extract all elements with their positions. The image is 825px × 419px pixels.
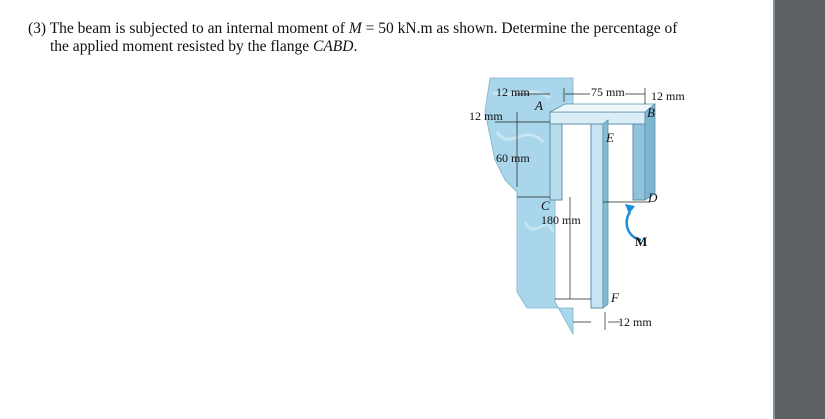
- right-panel: [773, 0, 825, 419]
- problem-text-1a: The beam is subjected to an internal moment of: [49, 20, 349, 37]
- dim-60mm: 60 mm: [496, 151, 530, 165]
- point-B-label: B: [647, 105, 655, 120]
- problem-text-2b: .: [353, 38, 358, 55]
- dim-180mm: 180 mm: [541, 213, 581, 227]
- top-flange: [550, 112, 645, 124]
- point-D-label: D: [648, 190, 658, 205]
- problem-text-1b: = 50 kN.m as shown. Determine the percentage of: [361, 20, 678, 37]
- dim-75mm: 75 mm: [591, 85, 625, 99]
- problem-text-2a: the applied moment resisted by the flange: [50, 38, 313, 55]
- point-E-label: E: [606, 130, 614, 145]
- moment-variable: M: [348, 20, 362, 37]
- dim-12mm-top-left: 12 mm: [496, 85, 530, 99]
- problem-number: (3): [28, 20, 47, 37]
- dim-12mm-top-right: 12 mm: [651, 89, 685, 103]
- left-leg: [550, 124, 562, 200]
- problem-statement: [28, 20, 728, 56]
- flange-name: CABD: [313, 38, 354, 55]
- right-panel-edge: [773, 0, 775, 419]
- point-A-label: A: [535, 98, 543, 113]
- moment-label: M: [635, 234, 648, 249]
- beam-figure: [455, 72, 705, 342]
- point-F-label: F: [611, 290, 619, 305]
- dim-12mm-left: 12 mm: [469, 109, 503, 123]
- right-leg: [633, 124, 645, 200]
- web: [591, 124, 603, 308]
- point-C-label: C: [541, 198, 550, 213]
- problem-line-1: [28, 20, 677, 37]
- dim-12mm-bottom: 12 mm: [618, 315, 652, 329]
- problem-line-2: [28, 38, 728, 56]
